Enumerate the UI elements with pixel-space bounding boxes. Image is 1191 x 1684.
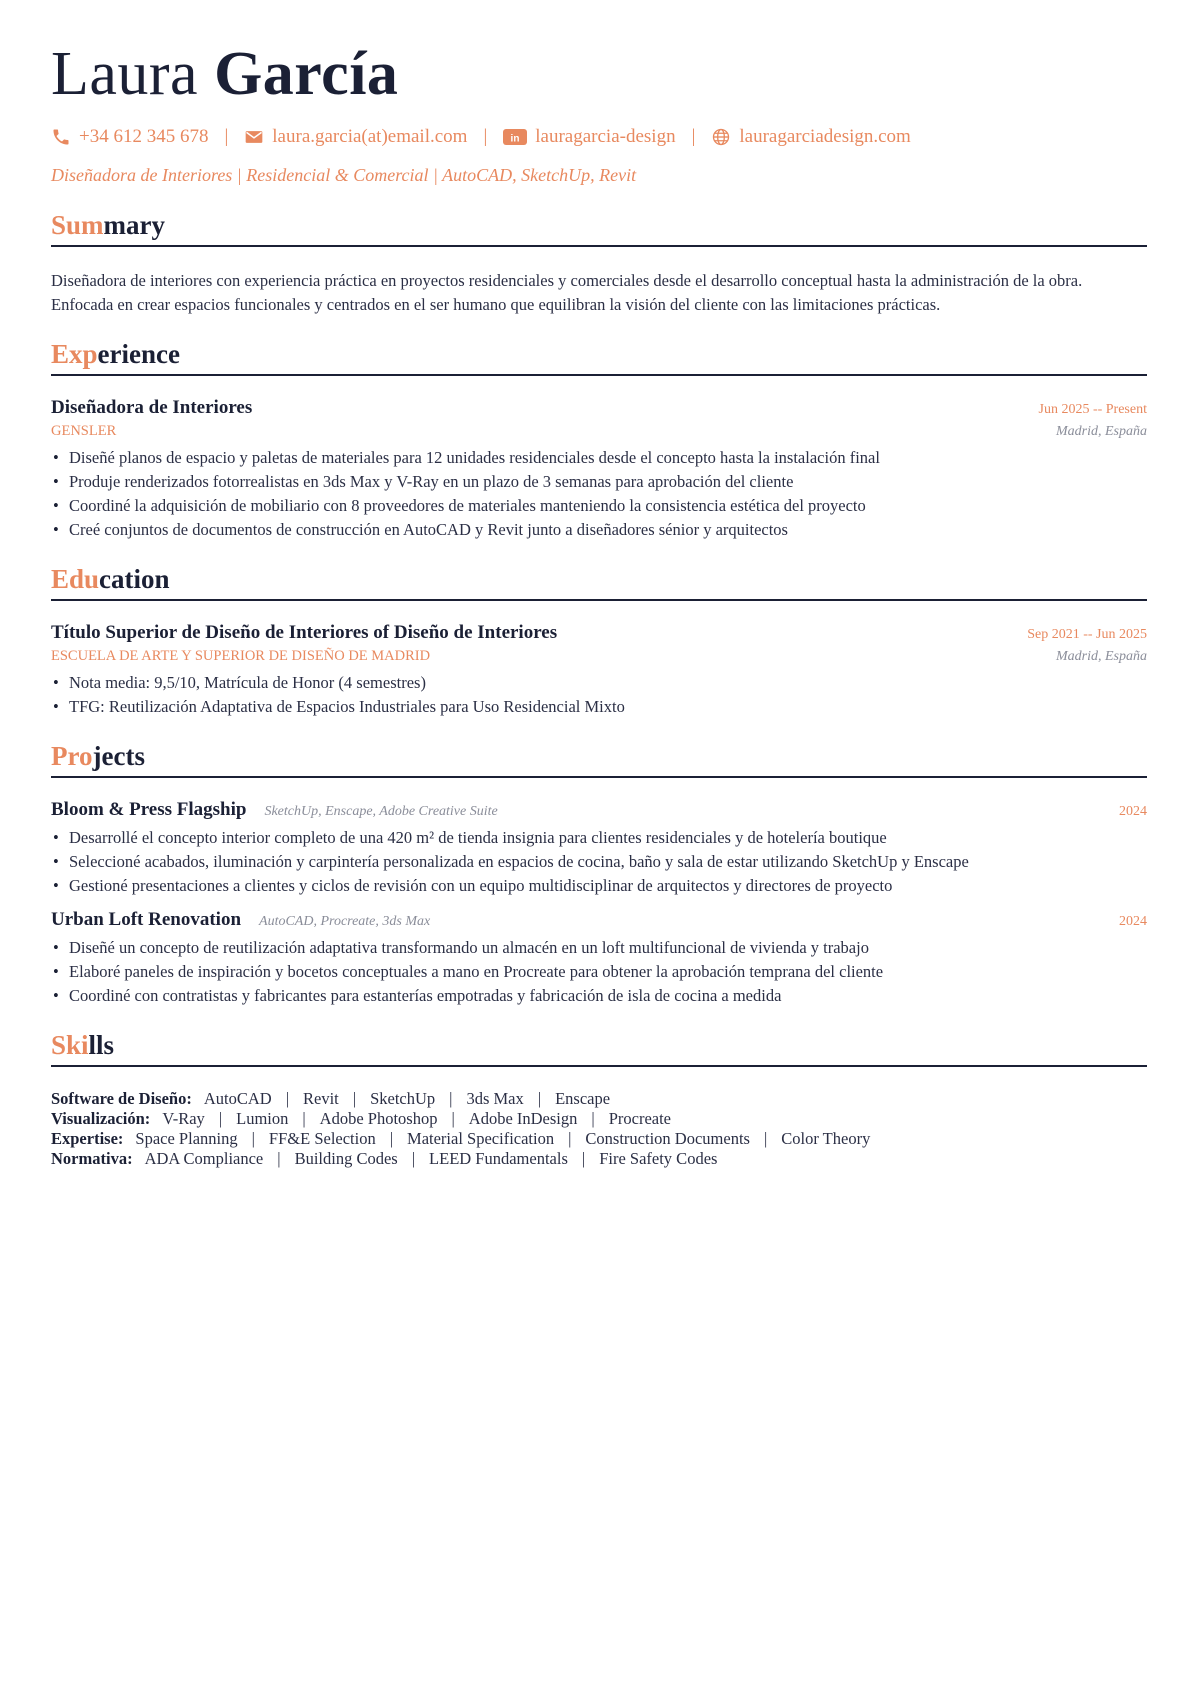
projects-list <box>51 798 1147 1008</box>
phone-text: +34 612 345 678 <box>79 126 209 147</box>
list-item: • Elaboré paneles de inspiración y bocetos conceptuales a mano en Procreate para obtener la aprobación temprana del cliente <box>51 960 1147 984</box>
section-title-skills: Skills <box>51 1028 1147 1067</box>
contact-separator: | <box>691 126 696 147</box>
skill-item: SketchUp <box>370 1089 436 1108</box>
skill-item: 3ds Max <box>466 1089 524 1108</box>
list-item: • Diseñé planos de espacio y paletas de materiales para 12 unidades residenciales desde el concepto hasta la instalación final <box>51 446 1147 470</box>
skill-separator: | <box>302 1109 306 1128</box>
section-title-projects: Projects <box>51 739 1147 778</box>
email-text: laura.garcia(at)email.com <box>272 126 468 147</box>
contact-bar <box>51 122 1147 152</box>
experience-entry <box>51 396 1147 542</box>
skill-separator: | <box>389 1129 394 1148</box>
skill-item: ADA Compliance <box>144 1149 264 1168</box>
contact-linkedin[interactable] <box>503 126 675 148</box>
resume-page <box>51 38 1147 1169</box>
tagline: Diseñadora de Interiores | Residencial & Comercial | AutoCAD, SketchUp, Revit <box>51 165 637 185</box>
phone-icon <box>51 127 71 147</box>
list-item: • Creé conjuntos de documentos de construcción en AutoCAD y Revit junto a diseñadores sénior y arquitectos <box>51 518 1147 542</box>
projects-section <box>51 739 1147 1008</box>
experience-section <box>51 337 1147 542</box>
project-year: 2024 <box>1119 804 1147 819</box>
skill-row <box>51 1129 1147 1149</box>
school-name: ESCUELA DE ARTE Y SUPERIOR DE DISEÑO DE MADRID <box>51 648 431 664</box>
job-bullets <box>51 446 1147 542</box>
list-item: • Produje renderizados fotorrealistas en 3ds Max y V-Ray en un plazo de 3 semanas para aprobación del cliente <box>51 470 1147 494</box>
list-item: • Gestioné presentaciones a clientes y ciclos de revisión con un equipo multidisciplinar de arquitectos y directores de proyecto <box>51 874 1147 898</box>
list-item: • Diseñé un concepto de reutilización adaptativa transformando un almacén en un loft multifuncional de vivienda y trabajo <box>51 936 1147 960</box>
list-item: • Coordiné con contratistas y fabricantes para estanterías empotradas y fabricación de isla de cocina a medida <box>51 984 1147 1008</box>
project-bullets <box>51 826 1147 898</box>
skill-label: Expertise: <box>51 1129 124 1148</box>
skill-label: Visualización: <box>51 1109 151 1128</box>
skill-item: LEED Fundamentals <box>429 1149 568 1168</box>
skill-separator: | <box>763 1129 768 1148</box>
skill-separator: | <box>591 1109 595 1128</box>
skill-item: V-Ray <box>162 1109 205 1128</box>
project-title: Urban Loft Renovation <box>51 909 242 930</box>
skill-row <box>51 1089 1147 1109</box>
skill-separator: | <box>411 1149 416 1168</box>
list-item: • TFG: Reutilización Adaptativa de Espacios Industriales para Uso Residencial Mixto <box>51 695 1147 719</box>
school-location: Madrid, España <box>1056 649 1147 664</box>
contact-website[interactable] <box>711 126 910 148</box>
last-name: García <box>214 40 399 108</box>
envelope-icon <box>244 127 264 147</box>
skill-separator: | <box>285 1089 290 1108</box>
skill-item: Revit <box>303 1089 339 1108</box>
section-title-experience: Experience <box>51 337 1147 376</box>
project-bullets <box>51 936 1147 1008</box>
job-date: Jun 2025 -- Present <box>1038 402 1147 417</box>
skill-separator: | <box>218 1109 223 1128</box>
skill-label: Normativa: <box>51 1149 133 1168</box>
summary-section <box>51 208 1147 317</box>
skill-item: Material Specification <box>407 1129 555 1148</box>
project-tools: SketchUp, Enscape, Adobe Creative Suite <box>264 804 498 819</box>
skill-separator: | <box>451 1109 455 1128</box>
job-location: Madrid, España <box>1056 424 1147 439</box>
degree-date: Sep 2021 -- Jun 2025 <box>1027 627 1147 642</box>
globe-icon <box>711 127 731 147</box>
list-item: • Desarrollé el concepto interior completo de una 420 m² de tienda insignia para clientes residenciales y de hotelería boutique <box>51 826 1147 850</box>
skill-item: AutoCAD <box>203 1089 272 1108</box>
skill-item: Procreate <box>608 1109 671 1128</box>
job-company: GENSLER <box>51 423 117 439</box>
skill-separator: | <box>581 1149 586 1168</box>
linkedin-text: lauragarcia-design <box>535 126 676 147</box>
website-text: lauragarciadesign.com <box>739 126 911 147</box>
svg-text:in: in <box>510 133 520 145</box>
skill-label: Software de Diseño: <box>51 1089 192 1108</box>
project-tools: AutoCAD, Procreate, 3ds Max <box>259 914 431 929</box>
linkedin-icon <box>503 127 527 147</box>
education-entry <box>51 621 1147 719</box>
skill-item: Space Planning <box>135 1129 238 1148</box>
education-section <box>51 562 1147 719</box>
skill-separator: | <box>537 1089 542 1108</box>
list-item: • Coordiné la adquisición de mobiliario con 8 proveedores de materiales manteniendo la consistencia estética del proyecto <box>51 494 1147 518</box>
skill-item: Fire Safety Codes <box>599 1149 718 1168</box>
contact-email[interactable] <box>244 126 467 148</box>
candidate-name <box>51 38 1147 110</box>
list-item: • Nota media: 9,5/10, Matrícula de Honor (4 semestres) <box>51 671 1147 695</box>
skill-row <box>51 1109 1147 1129</box>
project-entry <box>51 798 1147 898</box>
section-title-education: Education <box>51 562 1147 601</box>
skill-item: Enscape <box>555 1089 611 1108</box>
list-item: • Seleccioné acabados, iluminación y carpintería personalizada en espacios de cocina, baño y sala de estar utilizando SketchUp y Enscape <box>51 850 1147 874</box>
summary-text: Diseñadora de interiores con experiencia práctica en proyectos residenciales y comerciales desde el desarrollo conceptual hasta la administración de la obra. Enfocada en crear espacios funcionales y centrados en el ser humano que equilibran la visión del cliente con las limitaciones prácticas. <box>51 271 1083 314</box>
skill-separator: | <box>568 1129 572 1148</box>
job-title: Diseñadora de Interiores <box>51 397 253 418</box>
skill-separator: | <box>251 1129 255 1148</box>
skills-list <box>51 1089 1147 1169</box>
skill-separator: | <box>449 1089 453 1108</box>
contact-separator: | <box>483 126 488 147</box>
skill-item: Lumion <box>236 1109 289 1128</box>
degree-title: Título Superior de Diseño de Interiores of Diseño de Interiores <box>51 622 558 643</box>
skill-item: Adobe Photoshop <box>319 1109 438 1128</box>
first-name: Laura <box>51 40 199 108</box>
skill-separator: | <box>352 1089 357 1108</box>
project-title: Bloom & Press Flagship <box>51 799 247 820</box>
skill-item: Construction Documents <box>585 1129 750 1148</box>
skill-separator: | <box>277 1149 281 1168</box>
project-year: 2024 <box>1119 914 1147 929</box>
skill-item: FF&E Selection <box>268 1129 376 1148</box>
contact-phone[interactable] <box>51 126 208 148</box>
contact-separator: | <box>224 126 229 147</box>
skill-item: Color Theory <box>781 1129 871 1148</box>
section-title-summary: Summary <box>51 208 1147 247</box>
skill-item: Building Codes <box>294 1149 398 1168</box>
project-entry <box>51 908 1147 1008</box>
skill-row <box>51 1149 1147 1169</box>
skill-item: Adobe InDesign <box>468 1109 578 1128</box>
skills-section <box>51 1028 1147 1169</box>
education-bullets <box>51 671 1147 719</box>
